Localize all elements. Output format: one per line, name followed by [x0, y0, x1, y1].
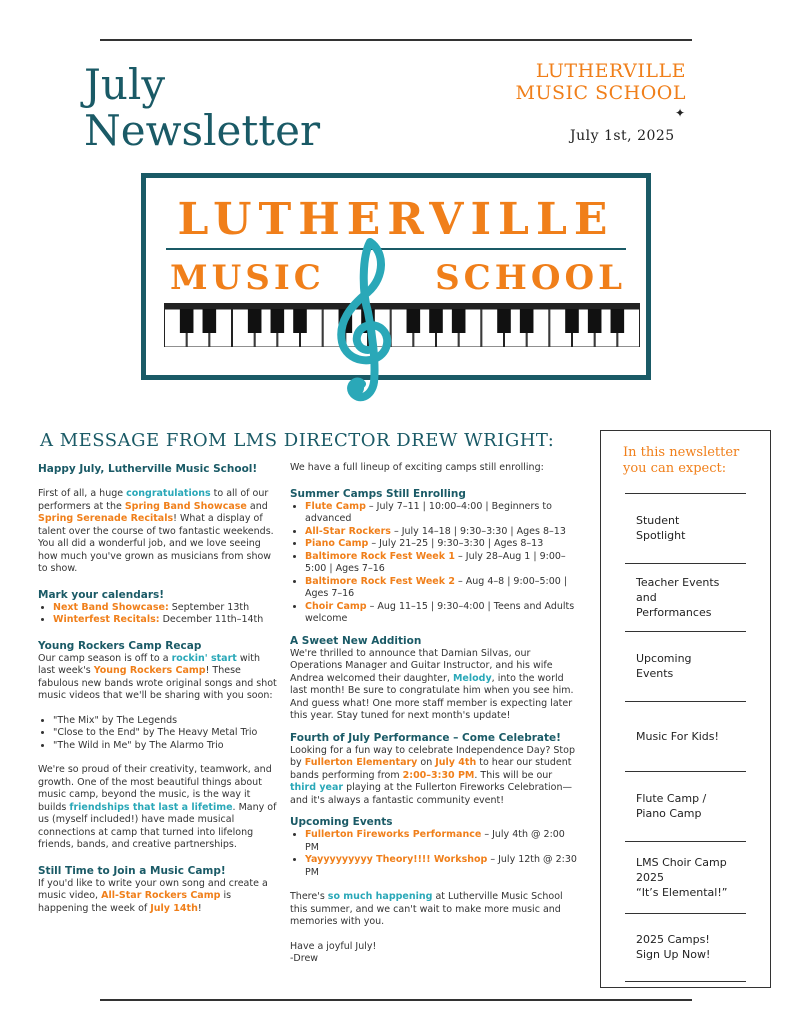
- events-list: [290, 829, 580, 879]
- list-item: • Flute Camp – July 7–11 | 10:00–4:00 | Beginners to advanced: [305, 501, 580, 526]
- school-name-line-1: LUTHERVILLE: [535, 60, 686, 82]
- sidebar-divider: [625, 981, 746, 982]
- logo-word-music: MUSIC: [170, 258, 325, 298]
- list-item: • Choir Camp – Aug 11–15 | 9:30–4:00 | Teens and Adults welcome: [305, 601, 580, 626]
- song-list: [38, 715, 278, 753]
- sidebar-item: [636, 932, 710, 962]
- sidebar-item-label: 2025 Camps!: [636, 933, 710, 946]
- sidebar-item-label: Events: [636, 667, 674, 680]
- young-rockers-heading: Young Rockers Camp Recap: [38, 639, 202, 652]
- still-time-heading: Still Time to Join a Music Camp!: [38, 864, 226, 877]
- list-item: • "Close to the End" by The Heavy Metal Trio: [53, 727, 278, 740]
- black-key: [407, 309, 421, 333]
- sidebar-item-label: Performances: [636, 606, 712, 619]
- july4-paragraph: Looking for a fun way to celebrate Independence Day? Stop by Fullerton Elementary on July 4th to hear our student bands performing from 2:00–3:30 PM. This will be our third year playing at the Fullerton Fireworks Celebration—and it's always a fantastic community event!: [290, 744, 575, 806]
- list-item: • Winterfest Recitals: December 11th–14th: [53, 614, 278, 627]
- logo-top-word: LUTHERVILLE: [177, 194, 615, 245]
- black-key: [497, 309, 511, 333]
- camps-list: [290, 501, 580, 626]
- sidebar-divider: [625, 771, 746, 772]
- newsletter-contents-sidebar: [600, 430, 771, 988]
- black-key: [248, 309, 262, 333]
- black-key: [520, 309, 534, 333]
- black-key: [180, 309, 194, 333]
- list-item: • Baltimore Rock Fest Week 2 – Aug 4–8 | 9:00–5:00 | Ages 7–16: [305, 576, 580, 601]
- list-item: • Fullerton Fireworks Performance – July 4th @ 2:00 PM: [305, 829, 580, 854]
- upcoming-events-heading: Upcoming Events: [290, 816, 393, 828]
- message-column-right: [290, 462, 580, 966]
- signature: -Drew: [290, 953, 319, 964]
- sidebar-divider: [625, 631, 746, 632]
- sidebar-item-label: Spotlight: [636, 529, 686, 542]
- list-item: • "The Mix" by The Legends: [53, 715, 278, 728]
- sidebar-divider: [625, 563, 746, 564]
- sidebar-item: [636, 513, 685, 543]
- sidebar-divider: [625, 913, 746, 914]
- black-key: [452, 309, 466, 333]
- sidebar-item-label: Upcoming: [636, 652, 692, 665]
- still-time-paragraph: If you'd like to write your own song and create a music video, All-Star Rockers Camp is happening the week of July 14th!: [38, 877, 268, 914]
- signoff-line: Have a joyful July!: [290, 940, 377, 952]
- sweet-addition-heading: A Sweet New Addition: [290, 634, 422, 647]
- sidebar-title-line-2: you can expect:: [623, 461, 727, 476]
- title-line-2: Newsletter: [84, 106, 321, 155]
- list-item: • Baltimore Rock Fest Week 1 – July 28–Aug 1 | 9:00–5:00 | Ages 7–16: [305, 551, 580, 576]
- closing-paragraph: There's so much happening at Lutherville Music School this summer, and we can't wait to make more music and memories with you.: [290, 891, 563, 927]
- sidebar-item: [636, 651, 692, 681]
- sidebar-item-label: “It’s Elemental!”: [636, 886, 728, 899]
- sidebar-item: [636, 791, 706, 821]
- sidebar-title: [623, 445, 739, 477]
- sidebar-item-label: Flute Camp /: [636, 792, 707, 805]
- sidebar-divider: [625, 701, 746, 702]
- sidebar-divider: [625, 493, 746, 494]
- sidebar-item-label: Piano Camp: [636, 807, 702, 820]
- sidebar-item-label: Music For Kids!: [636, 730, 719, 743]
- sidebar-title-line-1: In this newsletter: [623, 445, 740, 460]
- sweet-addition-paragraph: We're thrilled to announce that Damian Silvas, our Operations Manager and Guitar Instructor, and his wife Andrea welcomed their daughter, Melody, into the world last month! Be sure to congratulate him when you see him. And guess what! One more staff member is expecting later this year. Stay tuned for next month's update!: [290, 647, 574, 721]
- proud-paragraph: We're so proud of their creativity, teamwork, and growth. One of the most beautiful things about music camp, beyond the music, is the way it builds friendships that last a lifetime. Many of us (myself included!) have made musical connections at camp that turned into lifelong friends, bands, and creative partnerships.: [38, 764, 277, 850]
- black-key: [588, 309, 602, 333]
- black-key: [271, 309, 285, 333]
- issue-date: July 1st, 2025: [570, 128, 675, 144]
- sparkle-icon: ✦: [675, 106, 686, 120]
- camps-intro: We have a full lineup of exciting camps still enrolling:: [290, 462, 544, 473]
- sidebar-item-label: and: [636, 591, 657, 604]
- july4-heading: Fourth of July Performance – Come Celebrate!: [290, 731, 561, 744]
- title-line-1: July: [84, 60, 166, 109]
- black-key: [293, 309, 307, 333]
- list-item: • All-Star Rockers – July 14–18 | 9:30–3:30 | Ages 8–13: [305, 526, 580, 539]
- message-column-left: [38, 462, 278, 915]
- black-key: [429, 309, 443, 333]
- sidebar-item: [636, 729, 719, 744]
- sidebar-item: [636, 575, 719, 620]
- list-item: • Next Band Showcase: September 13th: [53, 602, 278, 615]
- bottom-rule: [100, 999, 692, 1001]
- list-item: • "The Wild in Me" by The Alarmo Trio: [53, 740, 278, 753]
- school-name: [516, 60, 686, 104]
- director-message-heading: A MESSAGE FROM LMS DIRECTOR DREW WRIGHT:: [40, 430, 555, 451]
- camps-heading: Summer Camps Still Enrolling: [290, 487, 466, 500]
- sidebar-item-label: 2025: [636, 871, 664, 884]
- black-key: [611, 309, 625, 333]
- list-item: • Piano Camp – July 21–25 | 9:30–3:30 | Ages 8–13: [305, 538, 580, 551]
- black-key: [203, 309, 217, 333]
- school-name-line-2: MUSIC SCHOOL: [515, 82, 686, 104]
- calendar-list: [38, 602, 278, 627]
- logo-word-school: SCHOOL: [435, 258, 626, 298]
- calendar-heading: Mark your calendars!: [38, 588, 165, 601]
- newsletter-title: [84, 62, 320, 154]
- black-key: [565, 309, 579, 333]
- congrats-paragraph: First of all, a huge congratulations to all of our performers at the Spring Band Showcase and Spring Serenade Recitals! What a display of talent over the course of two fantastic weekends. You all did a wonderful job, and we love seeing how much you've grown as musicians from show to show.: [38, 488, 274, 574]
- young-rockers-paragraph: Our camp season is off to a rockin' start with last week's Young Rockers Camp! These fabulous new bands wrote original songs and shot music videos that we'll be sharing with you soon:: [38, 652, 277, 701]
- sidebar-item-label: Sign Up Now!: [636, 948, 711, 961]
- top-rule: [100, 39, 692, 41]
- list-item: • Yayyyyyyyyy Theory!!!! Workshop – July 12th @ 2:30 PM: [305, 854, 580, 879]
- sidebar-divider: [625, 841, 746, 842]
- sidebar-item: [636, 855, 727, 900]
- greeting: Happy July, Lutherville Music School!: [38, 463, 258, 475]
- treble-clef-icon: [330, 232, 400, 412]
- sidebar-item-label: Student: [636, 514, 680, 527]
- piano-keys-icon: [164, 303, 640, 347]
- sidebar-item-label: Teacher Events: [636, 576, 720, 589]
- sidebar-item-label: LMS Choir Camp: [636, 856, 727, 869]
